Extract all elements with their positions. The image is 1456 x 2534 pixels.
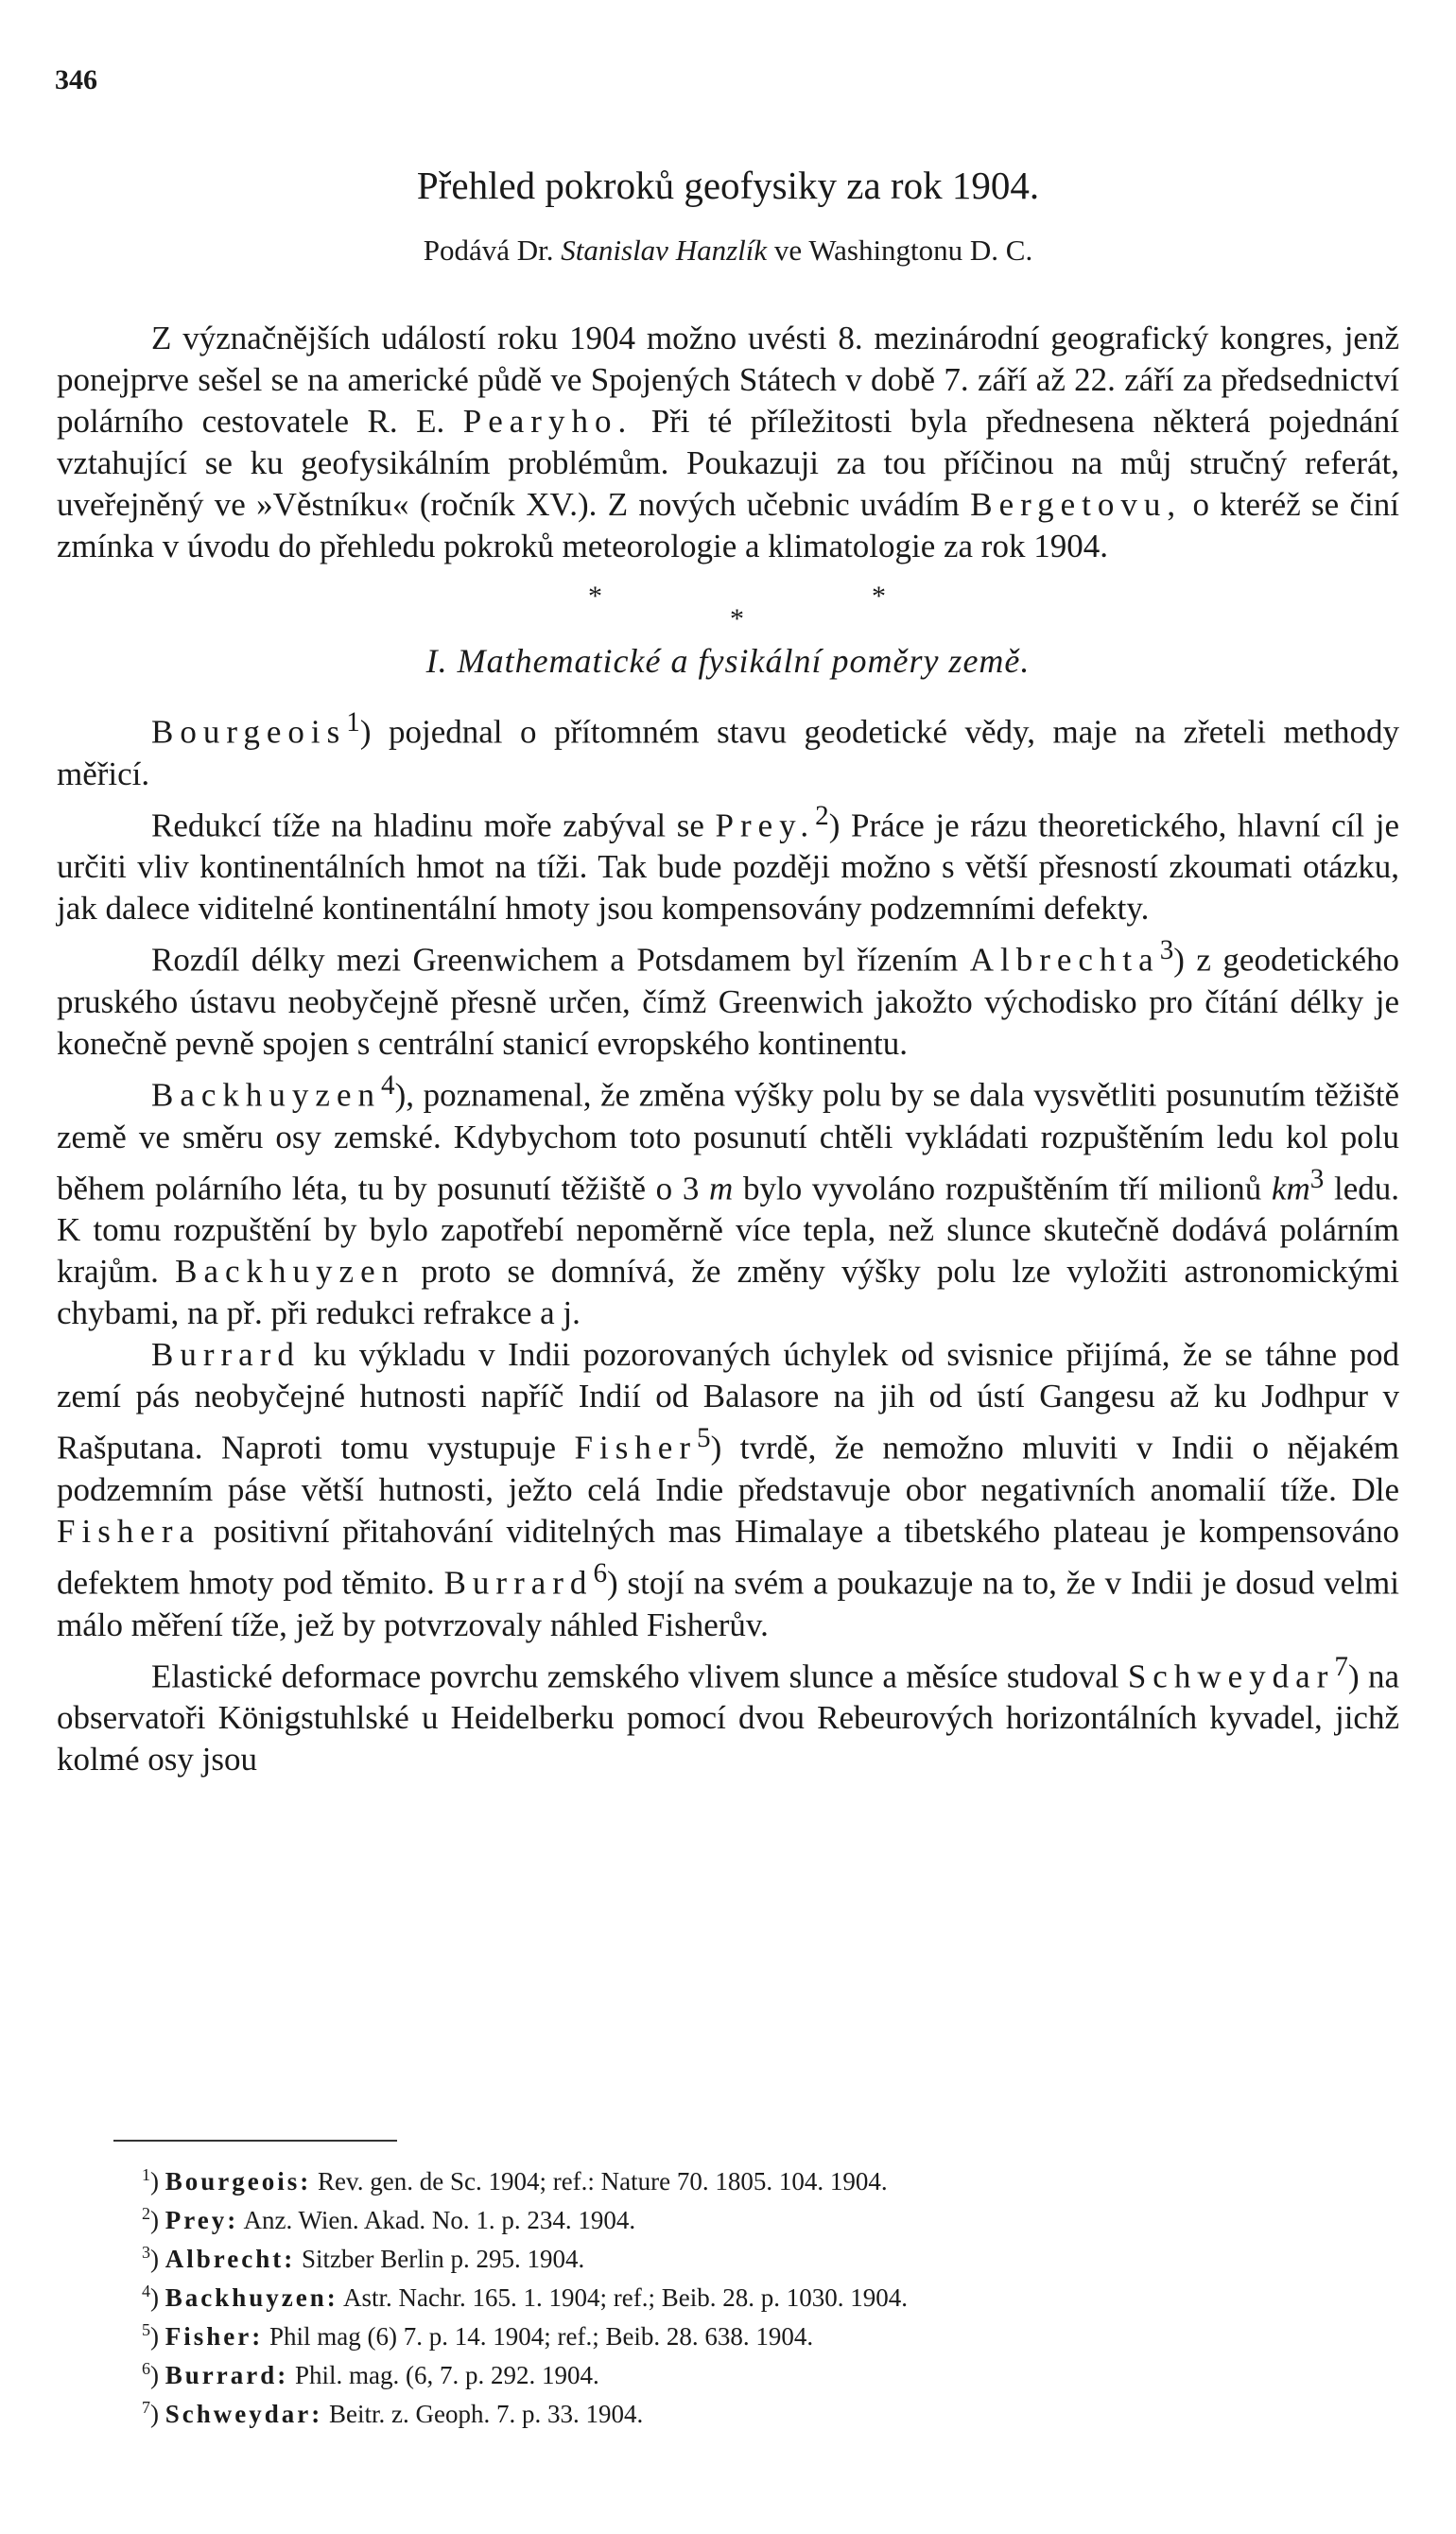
star-center: * <box>730 603 744 634</box>
footnote-ref[interactable]: 5 <box>697 1423 711 1454</box>
intro-paragraph-1 <box>57 318 1399 567</box>
footnote-ref[interactable]: 1 <box>346 707 360 738</box>
footnote-text: Sitzber Berlin p. 295. 1904. <box>301 2245 585 2273</box>
footnote-ref[interactable]: 7 <box>1334 1651 1348 1682</box>
spaced-name: Albrechta <box>969 941 1160 979</box>
page-number: 346 <box>55 64 97 95</box>
footnote-number: 5 <box>142 2320 150 2339</box>
footnotes <box>142 2159 1371 2430</box>
text-run: Redukcí tíže na hladinu moře zabýval se <box>151 807 704 844</box>
byline-author: Stanislav Hanzlík <box>561 234 768 267</box>
text-run: Rozdíl délky mezi Greenwichem a Potsdamem byl řízením <box>151 941 959 979</box>
footnote-number: 4 <box>142 2282 150 2300</box>
spaced-name: Bourgeois <box>151 713 347 751</box>
footnote-ref[interactable]: 2 <box>815 800 829 831</box>
text-run: ) stojí na svém a poukazuje na to, že v Indii je dosud velmi málo měření tíže, jež by potvrzovaly náhled Fisherův. <box>57 1564 1399 1643</box>
footnote-text: Rev. gen. de Sc. 1904; ref.: Nature 70. 1805. 104. 1904. <box>318 2167 888 2196</box>
spaced-name: Schweydar <box>1127 1658 1335 1695</box>
paragraph-albrecht <box>57 929 1399 1065</box>
text-run: Při té příležitosti byla přednesena některá pojednání vztahující se ku geofysikálním problémům. Poukazuji za tou příčinou na můj stručný referát, uveřejněný ve »Věstníku« (ročník XV.). <box>57 403 1400 523</box>
footnote-number: 7 <box>142 2398 150 2417</box>
footnote-author: Backhuyzen: <box>165 2283 338 2312</box>
footnote-item: $^6$) Burrard: Phil. mag. (6, 7. p. 292. 1904. <box>142 2359 599 2389</box>
footnote-number: 2 <box>142 2204 150 2223</box>
spaced-name: Prey. <box>715 807 816 844</box>
spaced-name: Burrard <box>443 1564 594 1602</box>
text-run: ) na observatoři Königstuhlské u Heidelberku pomocí dvou Rebeurových horizontálních kyvadel, jichž kolmé osy jsou <box>57 1658 1399 1779</box>
paragraph-prey <box>57 795 1399 930</box>
text-run: bylo vyvoláno rozpuštěním tří milionů <box>743 1170 1262 1207</box>
spaced-name: Fisher <box>574 1429 697 1467</box>
text-run: o kteréž se činí zmínka v úvodu do přehledu pokroků meteorologie a klimatologie za rok 1904. <box>57 486 1400 564</box>
spaced-name: Backhuyzen <box>175 1253 406 1291</box>
unit-exponent: 3 <box>1309 1163 1325 1194</box>
text-run: positivní přitahování viditelných mas Himalaye a tibetského plateau je kompensováno defektem hmoty pod těmito. <box>57 1512 1400 1602</box>
footnote-author: Prey: <box>165 2206 239 2234</box>
paragraph-burrard <box>57 1334 1399 1645</box>
footnote-number: 6 <box>142 2359 150 2378</box>
footnote-author: Albrecht: <box>165 2245 296 2273</box>
paragraph-schweydar <box>57 1646 1399 1781</box>
paragraph-backhuyzen <box>57 1065 1399 1334</box>
unit-kilometer: km <box>1271 1170 1310 1207</box>
footnote-author: Bourgeois: <box>165 2167 312 2196</box>
text-run: Z význačnějších událostí roku 1904 možno uvésti 8. mezinárodní geografický kongres, jenž ponejprve sešel se na americké půdě ve Spojených Státech v době 7. září až 22. září za předsednictví polárního cestovatele R. E. <box>57 320 1399 440</box>
text-run: ) Práce je rázu theoretického, hlavní cíl je určiti vliv kontinentálních hmot na tíži. Tak bude později možno s větší přesností zkoumati otázku, jak dalece viditelné kontinentální hmoty jsou kompensovány podzemními defekty. <box>57 807 1399 928</box>
section-heading: I. Mathematické a fysikální poměry země. <box>425 642 1031 680</box>
article-body <box>57 318 1399 1780</box>
spaced-name: Bergetovu, <box>970 486 1183 523</box>
star-right: * <box>872 581 886 612</box>
article-title: Přehled pokroků geofysiky za rok 1904. <box>416 164 1040 207</box>
footnote-ref[interactable]: 6 <box>593 1557 608 1588</box>
footnote-item: $^4$) Backhuyzen: Astr. Nachr. 165. 1. 1904; ref.; Beib. 28. p. 1030. 1904. <box>142 2282 908 2312</box>
footnote-item: $^1$) Bourgeois: Rev. gen. de Sc. 1904; ref.: Nature 70. 1805. 104. 1904. <box>142 2165 888 2196</box>
spaced-name: Fishera <box>57 1512 201 1550</box>
footnote-item: $^7$) Schweydar: Beitr. z. Geoph. 7. p. 33. 1904. <box>142 2398 644 2428</box>
footnote-author: Fisher: <box>165 2322 264 2351</box>
footnote-ref[interactable]: 4 <box>380 1069 395 1101</box>
byline-suffix: ve Washingtonu D. C. <box>773 234 1033 267</box>
footnote-divider <box>113 2140 397 2142</box>
spaced-name: Burrard <box>151 1336 301 1374</box>
footnote-text: Phil mag (6) 7. p. 14. 1904; ref.; Beib. 28. 638. 1904. <box>269 2322 814 2351</box>
footnote-ref[interactable]: 3 <box>1159 935 1174 966</box>
footnote-text: Phil. mag. (6, 7. p. 292. 1904. <box>294 2361 599 2389</box>
footnote-text: Astr. Nachr. 165. 1. 1904; ref.; Beib. 28. p. 1030. 1904. <box>343 2283 908 2312</box>
text-run: proto se domnívá, že změny výšky polu lze vyložiti astronomickými chybami, na př. při redukci refrakce a j. <box>57 1253 1400 1332</box>
footnote-author: Burrard: <box>165 2361 289 2389</box>
star-left: * <box>588 581 602 612</box>
byline-prefix: Podává Dr. <box>423 234 554 267</box>
text-run: ), poznamenal, že změna výšky polu by se dala vysvětliti posunutím těžiště země ve směru osy zemské. Kdybychom toto posunutí chtěli vykládati rozpuštěním ledu kol polu během polárního léta, tu by posunutí těžiště o 3 <box>57 1076 1399 1207</box>
spaced-name: Backhuyzen <box>151 1076 381 1114</box>
text-run: ) z geodetického pruského ústavu neobyčejně přesně určen, čímž Greenwich jakožto východisko pro čítání délky je konečně pevně spojen s centrální stanicí evropského kontinentu. <box>57 941 1399 1062</box>
footnote-text: Beitr. z. Geoph. 7. p. 33. 1904. <box>329 2400 644 2428</box>
footnote-item: $^3$) Albrecht: Sitzber Berlin p. 295. 1904. <box>142 2243 585 2273</box>
footnote-number: 1 <box>142 2165 150 2184</box>
byline <box>0 234 1456 268</box>
text-run: ku výkladu v Indii pozorovaných úchylek od svisnice přijímá, že se táhne pod zemí pás neobyčejné hutnosti napříč Indií od Balasore na jih od ústí Gangesu až ku Jodhpur v Rašputana. Naproti tomu vystupuje <box>57 1336 1400 1467</box>
footnote-number: 3 <box>142 2243 150 2262</box>
text-run: ledu. K tomu rozpuštění by bylo zapotřebí nepoměrně více tepla, než slunce skutečně dodává polárním krajům. <box>57 1170 1400 1291</box>
footnote-author: Schweydar: <box>165 2400 323 2428</box>
footnote-text: Anz. Wien. Akad. No. 1. p. 234. 1904. <box>243 2206 636 2234</box>
section-stars <box>57 567 1399 639</box>
text-run: ) tvrdě, že nemožno mluviti v Indii o nějakém podzemním páse větší hutnosti, ježto celá Indie představuje obor negativních anomalií tíže. Dle <box>57 1429 1399 1508</box>
footnote-item: $^5$) Fisher: Phil mag (6) 7. p. 14. 1904; ref.; Beib. 28. 638. 1904. <box>142 2320 814 2351</box>
text-run: Elastické deformace povrchu zemského vlivem slunce a měsíce studoval <box>151 1658 1119 1695</box>
text-run: ) pojednal o přítomném stavu geodetické vědy, maje na zřeteli methody měřicí. <box>57 713 1399 792</box>
paragraph-bourgeois <box>57 702 1399 795</box>
footnote-item: $^2$) Prey: Anz. Wien. Akad. No. 1. p. 234. 1904. <box>142 2204 636 2234</box>
text-run: Z nových učebnic uvádím <box>607 486 960 523</box>
spaced-name: Pearyho. <box>462 403 633 440</box>
unit-meter: m <box>709 1170 734 1207</box>
